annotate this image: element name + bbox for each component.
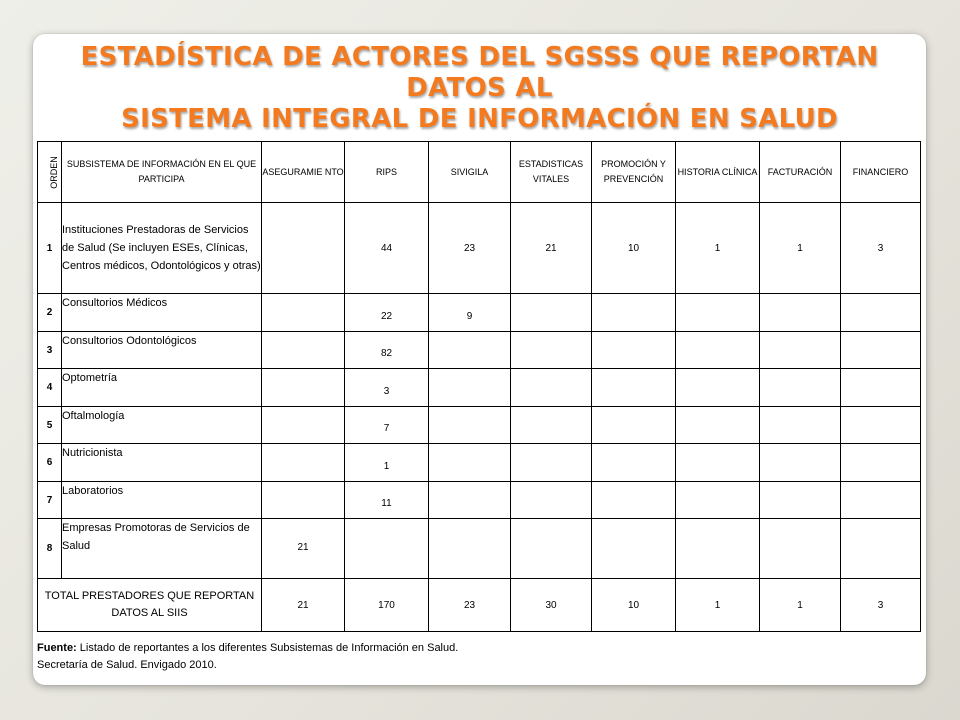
- row-name: Empresas Promotoras de Servicios de Salud: [62, 519, 262, 579]
- cell-promocion: [592, 407, 676, 444]
- cell-financiero: [841, 369, 921, 407]
- table-row: [38, 482, 921, 519]
- row-name: Optometría: [62, 369, 262, 407]
- cell-rips: 11: [345, 482, 429, 519]
- cell-facturacion: [760, 332, 841, 369]
- total-sivigila: 23: [429, 579, 511, 632]
- table-row: [38, 519, 921, 579]
- cell-aseguramiento: [262, 369, 345, 407]
- cell-promocion: [592, 332, 676, 369]
- cell-sivigila: 9: [429, 294, 511, 332]
- statistics-table: [37, 141, 921, 632]
- table-row: [38, 407, 921, 444]
- cell-aseguramiento: [262, 407, 345, 444]
- total-historia: 1: [676, 579, 760, 632]
- cell-financiero: [841, 444, 921, 482]
- header-facturacion: FACTURACIÓN: [760, 142, 841, 203]
- cell-aseguramiento: [262, 294, 345, 332]
- row-orden: 8: [38, 519, 62, 579]
- cell-promocion: 10: [592, 203, 676, 294]
- cell-sivigila: [429, 482, 511, 519]
- total-row: [38, 579, 921, 632]
- source-line-2: Secretaría de Salud. Envigado 2010.: [37, 659, 217, 671]
- cell-historia: [676, 332, 760, 369]
- row-orden: 5: [38, 407, 62, 444]
- cell-rips: 1: [345, 444, 429, 482]
- header-sivigila: SIVIGILA: [429, 142, 511, 203]
- cell-financiero: [841, 407, 921, 444]
- header-historia: HISTORIA CLÍNICA: [676, 142, 760, 203]
- cell-financiero: [841, 519, 921, 579]
- row-orden: 2: [38, 294, 62, 332]
- cell-rips: [345, 519, 429, 579]
- cell-estadisticas: [511, 332, 592, 369]
- cell-financiero: [841, 482, 921, 519]
- table-row: [38, 369, 921, 407]
- cell-historia: [676, 407, 760, 444]
- cell-estadisticas: [511, 482, 592, 519]
- source-note: [37, 640, 458, 674]
- cell-aseguramiento: 21: [262, 519, 345, 579]
- cell-historia: [676, 519, 760, 579]
- slide: [33, 34, 926, 685]
- cell-facturacion: [760, 369, 841, 407]
- cell-promocion: [592, 369, 676, 407]
- cell-facturacion: [760, 444, 841, 482]
- table-row: [38, 444, 921, 482]
- source-text: Listado de reportantes a los diferentes Subsistemas de Información en Salud.: [76, 642, 459, 654]
- row-name: Laboratorios: [62, 482, 262, 519]
- cell-rips: 44: [345, 203, 429, 294]
- cell-historia: 1: [676, 203, 760, 294]
- cell-rips: 3: [345, 369, 429, 407]
- cell-sivigila: [429, 444, 511, 482]
- row-orden: 7: [38, 482, 62, 519]
- header-row: [38, 142, 921, 203]
- cell-aseguramiento: [262, 444, 345, 482]
- cell-promocion: [592, 444, 676, 482]
- cell-historia: [676, 294, 760, 332]
- header-rips: RIPS: [345, 142, 429, 203]
- total-financiero: 3: [841, 579, 921, 632]
- slide-title: [33, 42, 926, 135]
- cell-historia: [676, 444, 760, 482]
- cell-estadisticas: [511, 444, 592, 482]
- cell-sivigila: [429, 332, 511, 369]
- header-orden: ORDEN: [38, 142, 62, 203]
- cell-promocion: [592, 482, 676, 519]
- cell-financiero: [841, 294, 921, 332]
- cell-historia: [676, 369, 760, 407]
- cell-facturacion: [760, 294, 841, 332]
- total-aseguramiento: 21: [262, 579, 345, 632]
- cell-promocion: [592, 294, 676, 332]
- cell-rips: 82: [345, 332, 429, 369]
- total-label: TOTAL PRESTADORES QUE REPORTAN DATOS AL SIIS: [38, 579, 262, 632]
- cell-facturacion: [760, 519, 841, 579]
- cell-aseguramiento: [262, 203, 345, 294]
- row-name: Instituciones Prestadoras de Servicios de Salud (Se incluyen ESEs, Clínicas, Centros médicos, Odontológicos y otras): [62, 203, 262, 294]
- row-orden: 1: [38, 203, 62, 294]
- cell-promocion: [592, 519, 676, 579]
- row-name: Nutricionista: [62, 444, 262, 482]
- cell-facturacion: [760, 482, 841, 519]
- header-estadisticas: ESTADISTICAS VITALES: [511, 142, 592, 203]
- cell-sivigila: [429, 407, 511, 444]
- row-orden: 4: [38, 369, 62, 407]
- row-name: Consultorios Médicos: [62, 294, 262, 332]
- source-line-1: [37, 640, 458, 657]
- cell-sivigila: [429, 519, 511, 579]
- cell-rips: 22: [345, 294, 429, 332]
- title-line-1: ESTADÍSTICA DE ACTORES DEL SGSSS QUE REPORTAN DATOS AL: [80, 42, 879, 103]
- cell-sivigila: [429, 369, 511, 407]
- cell-estadisticas: [511, 294, 592, 332]
- title-line-2: SISTEMA INTEGRAL DE INFORMACIÓN EN SALUD: [121, 104, 838, 134]
- total-facturacion: 1: [760, 579, 841, 632]
- cell-estadisticas: 21: [511, 203, 592, 294]
- header-financiero: FINANCIERO: [841, 142, 921, 203]
- row-name: Consultorios Odontológicos: [62, 332, 262, 369]
- cell-financiero: [841, 332, 921, 369]
- table-row: [38, 294, 921, 332]
- table-row: [38, 203, 921, 294]
- cell-rips: 7: [345, 407, 429, 444]
- row-orden: 3: [38, 332, 62, 369]
- cell-aseguramiento: [262, 482, 345, 519]
- total-rips: 170: [345, 579, 429, 632]
- cell-sivigila: 23: [429, 203, 511, 294]
- header-aseguramiento: ASEGURAMIE NTO: [262, 142, 345, 203]
- header-subsistema: SUBSISTEMA DE INFORMACIÓN EN EL QUE PARTICIPA: [62, 142, 262, 203]
- cell-financiero: 3: [841, 203, 921, 294]
- row-orden: 6: [38, 444, 62, 482]
- table-row: [38, 332, 921, 369]
- cell-aseguramiento: [262, 332, 345, 369]
- cell-facturacion: 1: [760, 203, 841, 294]
- cell-facturacion: [760, 407, 841, 444]
- header-promocion: PROMOCIÓN Y PREVENCIÓN: [592, 142, 676, 203]
- total-promocion: 10: [592, 579, 676, 632]
- row-name: Oftalmología: [62, 407, 262, 444]
- total-estadisticas: 30: [511, 579, 592, 632]
- source-label: Fuente:: [37, 642, 77, 654]
- cell-estadisticas: [511, 519, 592, 579]
- cell-historia: [676, 482, 760, 519]
- cell-estadisticas: [511, 407, 592, 444]
- cell-estadisticas: [511, 369, 592, 407]
